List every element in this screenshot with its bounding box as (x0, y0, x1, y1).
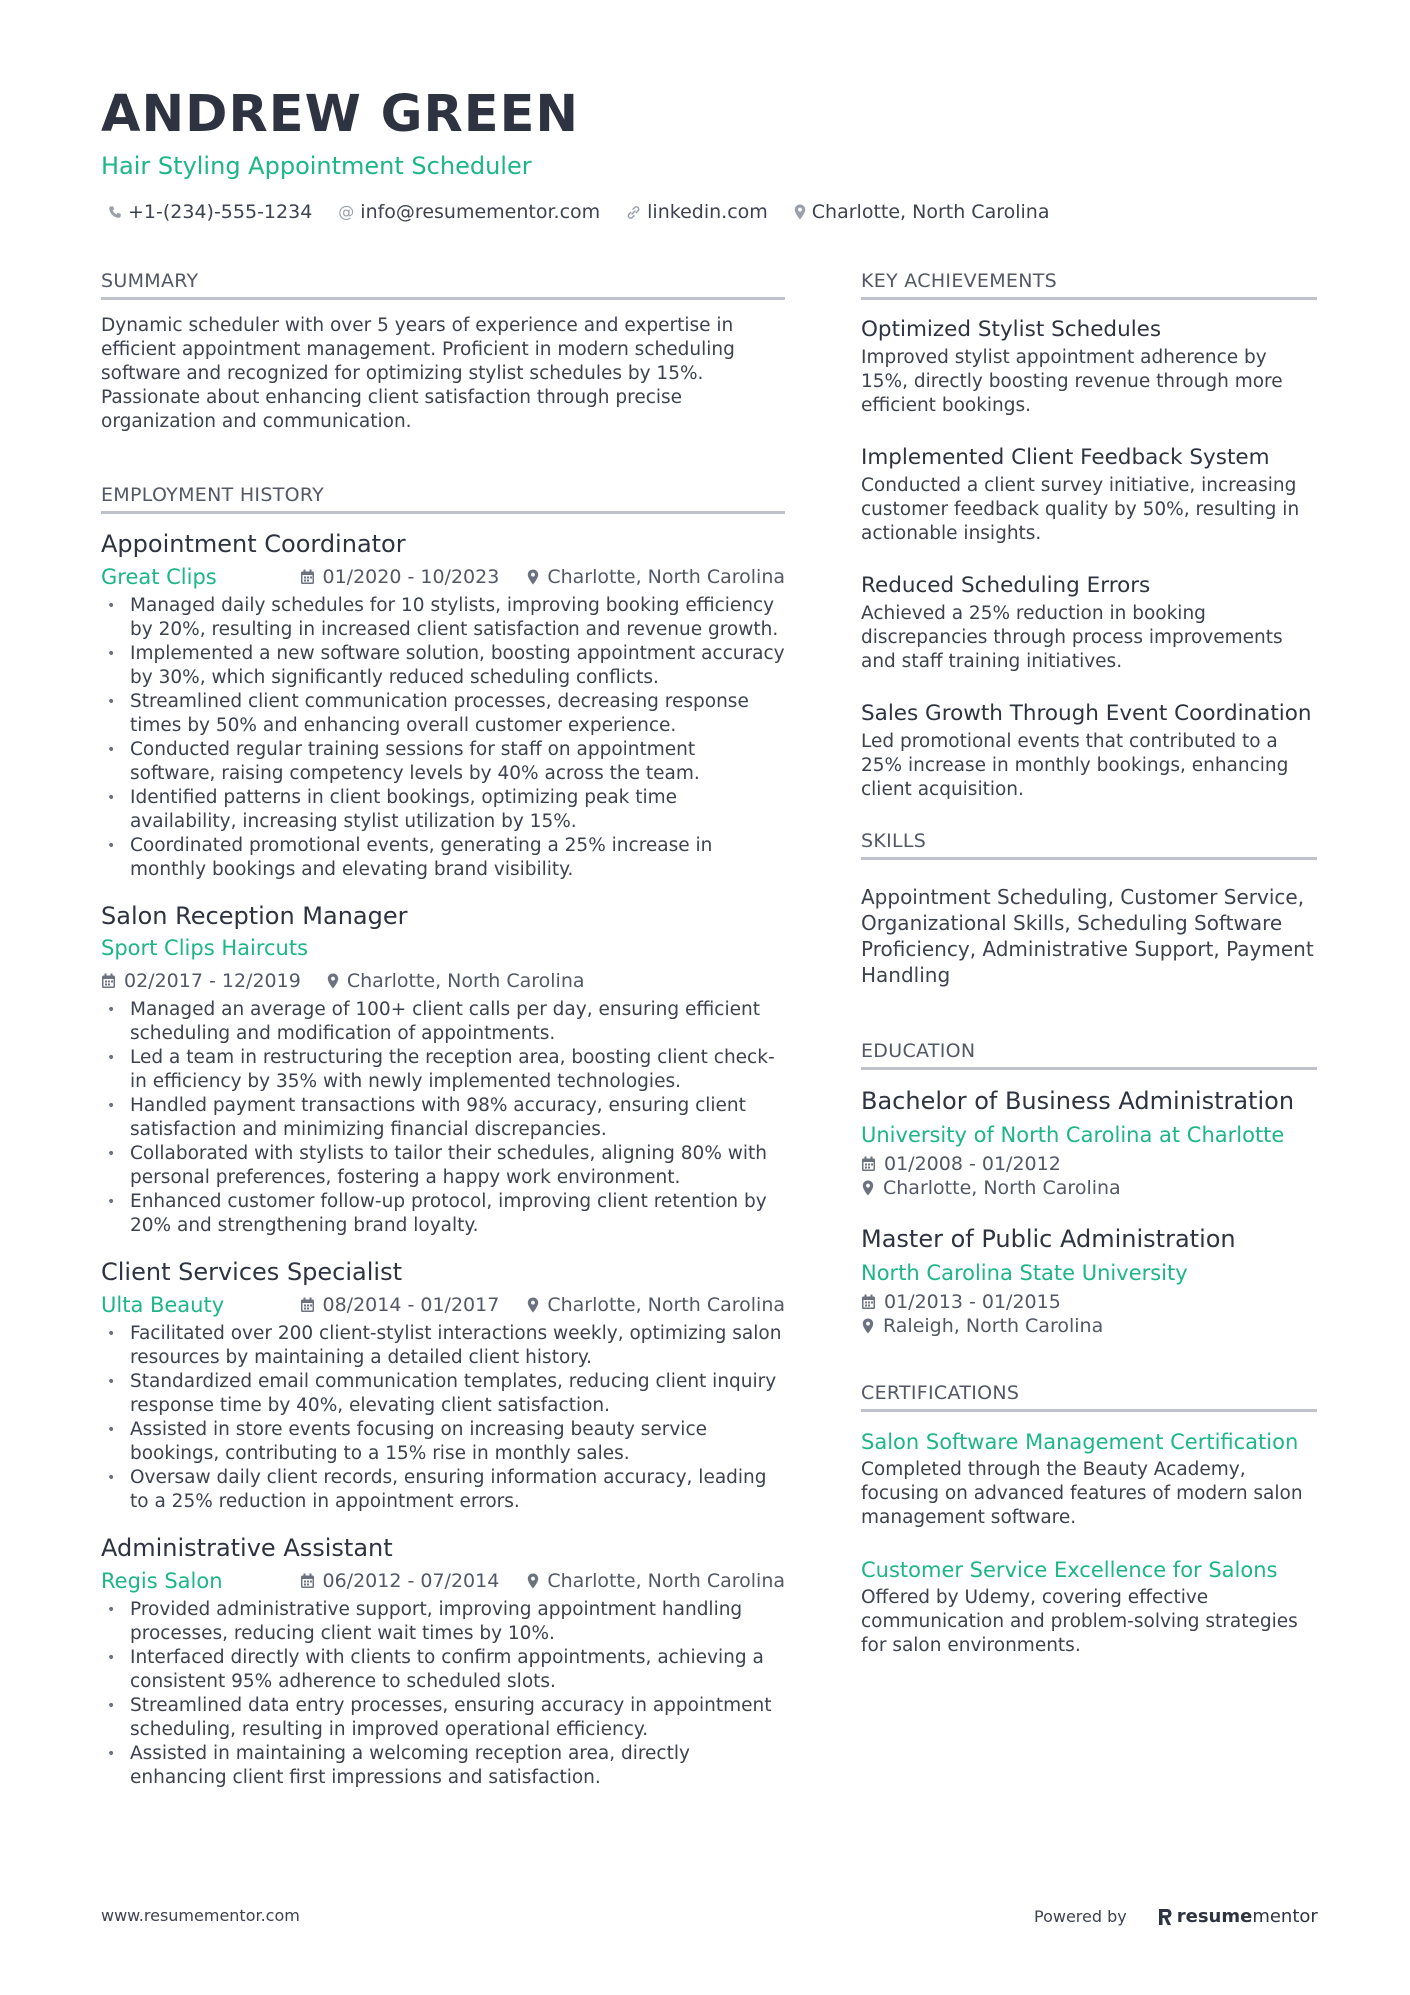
achievement-title: Sales Growth Through Event Coordination (861, 701, 1312, 726)
calendar-icon (861, 1156, 876, 1172)
phone-icon (108, 205, 122, 219)
achievement-item (861, 698, 1317, 802)
location-pin-icon (527, 1297, 539, 1313)
achievements-heading: KEY ACHIEVEMENTS (861, 266, 1317, 300)
contact-linkedin[interactable] (626, 196, 768, 228)
bullet-item: • Oversaw daily client records, ensuring information accuracy, leading to a 25% reduction in appointment errors. (101, 1466, 785, 1514)
bullet-item: • Collaborated with stylists to tailor their schedules, aligning 80% with personal preferences, fostering a happy work environment. (101, 1142, 785, 1190)
certifications-section (861, 1378, 1317, 1658)
skills-text: Appointment Scheduling, Customer Service, Organizational Skills, Scheduling Software Proficiency, Administrative Support, Payment Handling (861, 885, 1314, 987)
location-pin-icon (862, 1318, 874, 1334)
education-dates-row (861, 1290, 1317, 1314)
link-icon (626, 205, 641, 220)
left-column (101, 266, 785, 1790)
education-location: Raleigh, North Carolina (883, 1315, 1104, 1337)
brand-name-light: mentor (1252, 1906, 1318, 1927)
bullet-item: • Standardized email communication templates, reducing client inquiry response time by 40%, elevating client satisfaction. (101, 1370, 785, 1418)
calendar-icon (300, 1297, 315, 1313)
job-meta (300, 1570, 786, 1592)
calendar-icon (300, 1573, 315, 1589)
certification-title: Customer Service Excellence for Salons (861, 1558, 1278, 1582)
job-entry (101, 1532, 785, 1790)
job-dates: 01/2020 - 10/2023 (322, 566, 500, 588)
bullet-item: • Provided administrative support, improving appointment handling processes, reducing client wait times by 10%. (101, 1598, 785, 1646)
job-meta (300, 1294, 786, 1316)
degree: Master of Public Administration (861, 1225, 1236, 1253)
achievement-desc: Improved stylist appointment adherence by 15%, directly boosting revenue through more efficient bookings. (861, 347, 1283, 416)
certification-item (861, 1426, 1317, 1530)
powered-by-label: Powered by (1034, 1907, 1127, 1926)
company-name: Great Clips (101, 565, 217, 589)
education-location-row (861, 1176, 1317, 1200)
job-location: Charlotte, North Carolina (547, 566, 785, 588)
achievement-item (861, 570, 1317, 674)
job-location: Charlotte, North Carolina (547, 1294, 785, 1316)
contact-location (794, 196, 1050, 228)
job-entry (101, 900, 785, 1238)
job-dates: 06/2012 - 07/2014 (322, 1570, 500, 1592)
certification-title: Salon Software Management Certification (861, 1430, 1299, 1454)
job-dates: 02/2017 - 12/2019 (124, 970, 301, 992)
bullet-item: • Coordinated promotional events, generating a 25% increase in monthly bookings and elevating brand visibility. (101, 834, 785, 882)
achievement-desc: Conducted a client survey initiative, increasing customer feedback quality by 50%, resulting in actionable insights. (861, 475, 1300, 544)
location-pin-icon (862, 1180, 874, 1196)
at-icon: @ (338, 202, 355, 221)
certification-item (861, 1554, 1317, 1658)
education-heading: EDUCATION (861, 1036, 1317, 1070)
location-pin-icon (527, 569, 539, 585)
bullet-item: • Handled payment transactions with 98% accuracy, ensuring client satisfaction and minimizing financial discrepancies. (101, 1094, 785, 1142)
education-location-row (861, 1314, 1317, 1338)
bullet-item: • Assisted in store events focusing on increasing beauty service bookings, contributing to a 15% rise in monthly sales. (101, 1418, 785, 1466)
employment-section (101, 480, 785, 1790)
company-name: Regis Salon (101, 1569, 223, 1593)
right-column (861, 266, 1317, 1682)
job-meta-row (101, 560, 785, 594)
job-title-headline: Hair Styling Appointment Scheduler (101, 152, 532, 180)
employment-heading: EMPLOYMENT HISTORY (101, 480, 785, 514)
achievement-item (861, 314, 1317, 418)
candidate-name: ANDREW GREEN (101, 85, 580, 144)
footer-powered-by (1034, 1906, 1318, 1927)
job-entry (101, 528, 785, 882)
contact-email[interactable] (338, 196, 600, 228)
job-title: Client Services Specialist (101, 1258, 402, 1286)
job-dates: 08/2014 - 01/2017 (322, 1294, 500, 1316)
achievement-title: Optimized Stylist Schedules (861, 317, 1162, 342)
achievement-title: Reduced Scheduling Errors (861, 573, 1151, 598)
calendar-icon (300, 569, 315, 585)
education-section (861, 1036, 1317, 1338)
job-bullets (101, 1322, 785, 1514)
job-bullets (101, 594, 785, 882)
certifications-heading: CERTIFICATIONS (861, 1378, 1317, 1412)
job-title: Salon Reception Manager (101, 902, 408, 930)
location-text: Charlotte, North Carolina (811, 201, 1050, 223)
education-location: Charlotte, North Carolina (883, 1177, 1121, 1199)
bullet-item: • Streamlined data entry processes, ensuring accuracy in appointment scheduling, resulting in improved operational efficiency. (101, 1694, 785, 1742)
education-dates: 01/2013 - 01/2015 (884, 1291, 1061, 1313)
achievement-desc: Achieved a 25% reduction in booking discrepancies through process improvements and staff training initiatives. (861, 603, 1283, 672)
certification-desc: Offered by Udemy, covering effective communication and problem-solving strategies for salon environments. (861, 1587, 1298, 1656)
location-pin-icon (527, 1573, 539, 1589)
achievement-title: Implemented Client Feedback System (861, 445, 1270, 470)
contact-bar (108, 196, 1075, 228)
job-bullets (101, 998, 785, 1238)
bullet-item: • Streamlined client communication processes, decreasing response times by 50% and enhancing overall customer experience. (101, 690, 785, 738)
calendar-icon (101, 973, 116, 989)
job-bullets (101, 1598, 785, 1790)
contact-phone[interactable] (108, 196, 312, 228)
email-text: info@resumementor.com (360, 201, 601, 223)
job-meta-row (101, 1288, 785, 1322)
job-meta (300, 566, 786, 588)
location-pin-icon (327, 973, 339, 989)
skills-heading: SKILLS (861, 826, 1317, 860)
job-title: Administrative Assistant (101, 1534, 393, 1562)
calendar-icon (861, 1294, 876, 1310)
bullet-item: • Enhanced customer follow-up protocol, improving client retention by 20% and strengthening brand loyalty. (101, 1190, 785, 1238)
bullet-item: • Identified patterns in client bookings, optimizing peak time availability, increasing stylist utilization by 15%. (101, 786, 785, 834)
degree: Bachelor of Business Administration (861, 1087, 1295, 1115)
company-name: Sport Clips Haircuts (101, 936, 309, 960)
skills-section (861, 826, 1317, 988)
education-dates-row (861, 1152, 1317, 1176)
education-dates: 01/2008 - 01/2012 (884, 1153, 1061, 1175)
brand-name-bold: resume (1176, 1906, 1253, 1927)
job-location: Charlotte, North Carolina (547, 1570, 785, 1592)
company-name: Ulta Beauty (101, 1293, 225, 1317)
linkedin-text: linkedin.com (647, 201, 768, 223)
summary-section (101, 266, 785, 434)
bullet-item: • Led a team in restructuring the reception area, boosting client check-in efficiency by 35% with newly implemented technologies. (101, 1046, 785, 1094)
brand-logo[interactable] (1157, 1906, 1318, 1927)
bullet-item: • Interfaced directly with clients to confirm appointments, achieving a consistent 95% adherence to scheduled slots. (101, 1646, 785, 1694)
job-meta (101, 964, 785, 998)
location-pin-icon (794, 204, 806, 220)
education-item (861, 1084, 1317, 1200)
job-title: Appointment Coordinator (101, 530, 406, 558)
footer-website-link[interactable]: www.resumementor.com (101, 1906, 300, 1925)
education-item (861, 1222, 1317, 1338)
bullet-item: • Conducted regular training sessions for staff on appointment software, raising competency levels by 40% across the team. (101, 738, 785, 786)
achievements-section (861, 266, 1317, 802)
bullet-item: • Facilitated over 200 client-stylist interactions weekly, optimizing salon resources by maintaining a detailed client history. (101, 1322, 785, 1370)
school: North Carolina State University (861, 1261, 1188, 1285)
summary-text: Dynamic scheduler with over 5 years of experience and expertise in efficient appointment management. Proficient in modern scheduling software and recognized for optimizing stylist schedules by 15%. Passionate about enhancing client satisfaction through precise organization and communication. (101, 315, 735, 432)
job-location: Charlotte, North Carolina (346, 970, 585, 992)
resumementor-logo-icon (1157, 1907, 1173, 1927)
achievement-item (861, 442, 1317, 546)
phone-text: +1-(234)-555-1234 (128, 201, 313, 223)
achievement-desc: Led promotional events that contributed to a 25% increase in monthly bookings, enhancing client acquisition. (861, 731, 1289, 800)
bullet-item: • Assisted in maintaining a welcoming reception area, directly enhancing client first impressions and satisfaction. (101, 1742, 785, 1790)
bullet-item: • Managed an average of 100+ client calls per day, ensuring efficient scheduling and modification of appointments. (101, 998, 785, 1046)
job-meta-row (101, 1564, 785, 1598)
bullet-item: • Managed daily schedules for 10 stylists, improving booking efficiency by 20%, resulting in increased client satisfaction and revenue growth. (101, 594, 785, 642)
certification-desc: Completed through the Beauty Academy, focusing on advanced features of modern salon management software. (861, 1459, 1303, 1528)
bullet-item: • Implemented a new software solution, boosting appointment accuracy by 30%, which significantly reduced scheduling conflicts. (101, 642, 785, 690)
summary-heading: SUMMARY (101, 266, 785, 300)
school: University of North Carolina at Charlotte (861, 1123, 1285, 1147)
job-entry (101, 1256, 785, 1514)
